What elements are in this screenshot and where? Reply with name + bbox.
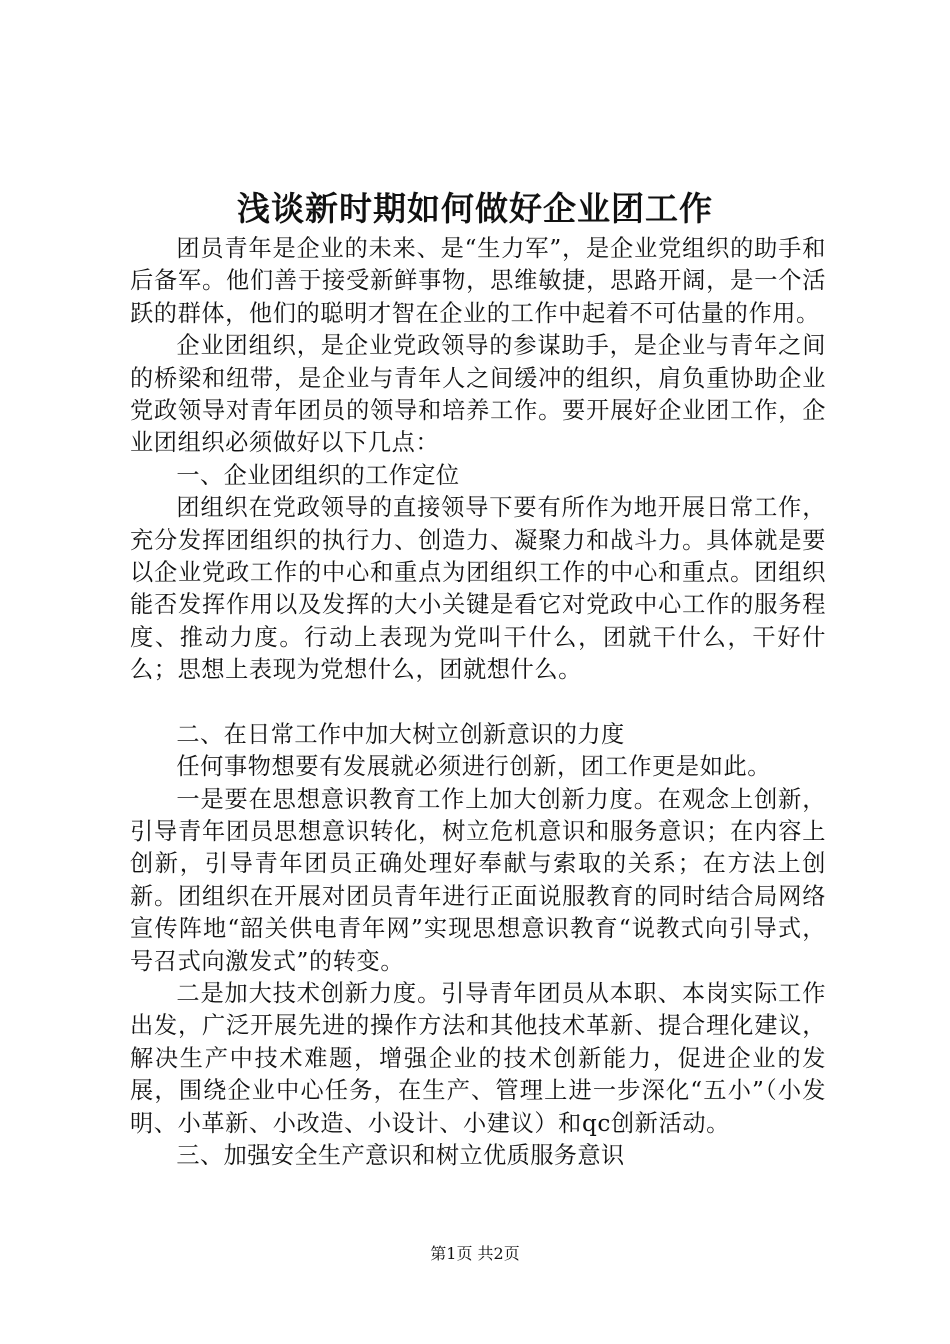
paragraph-innovation-intro: 任何事物想要有发展就必须进行创新，团工作更是如此。 bbox=[176, 753, 772, 781]
section-heading-3: 三、加强安全生产意识和树立优质服务意识 bbox=[176, 1141, 625, 1169]
section-heading-1: 一、企业团组织的工作定位 bbox=[176, 461, 460, 489]
paragraph-organization-role: 企业团组织，是企业党政领导的参谋助手，是企业与青年之间的桥梁和纽带，是企业与青年人之间缓冲的组织，肩负重协助企业党政领导对青年团员的领导和培养工作。要开展好企业团工作，企业团组织必须做好以下几点： bbox=[130, 332, 826, 457]
paragraph-ideology-innovation: 一是要在思想意识教育工作上加大创新力度。在观念上创新，引导青年团员思想意识转化，树立危机意识和服务意识；在内容上创新，引导青年团员正确处理好奉献与索取的关系；在方法上创新。团组织在开展对团员青年进行正面说服教育的同时结合局网络宣传阵地“韶关供电青年网”实现思想意识教育“说教式向引导式，号召式向激发式”的转变。 bbox=[130, 785, 826, 975]
page-number-footer: 第1页 共2页 bbox=[430, 1244, 520, 1263]
document-body bbox=[130, 233, 826, 1172]
document-title: 浅谈新时期如何做好企业团工作 bbox=[237, 189, 713, 228]
section-heading-2: 二、在日常工作中加大树立创新意识的力度 bbox=[176, 720, 625, 748]
paragraph-technical-innovation: 二是加大技术创新力度。引导青年团员从本职、本岗实际工作出发，广泛开展先进的操作方法和其他技术革新、提合理化建议，解决生产中技术难题，增强企业的技术创新能力，促进企业的发展，围绕企业中心任务，在生产、管理上进一步深化“五小”（小发明、小革新、小改造、小设计、小建议）和qc创新活动。 bbox=[130, 979, 826, 1137]
paragraph-intro: 团员青年是企业的未来、是“生力军”，是企业党组织的助手和后备军。他们善于接受新鲜事物，思维敏捷，思路开阔，是一个活跃的群体，他们的聪明才智在企业的工作中起着不可估量的作用。 bbox=[130, 235, 826, 327]
paragraph-work-positioning: 团组织在党政领导的直接领导下要有所作为地开展日常工作，充分发挥团组织的执行力、创造力、凝聚力和战斗力。具体就是要以企业党政工作的中心和重点为团组织工作的中心和重点。团组织能否发挥作用以及发挥的大小关键是看它对党政中心工作的服务程度、推动力度。行动上表现为党叫干什么，团就干什么，干好什么；思想上表现为党想什么，团就想什么。 bbox=[130, 494, 826, 684]
